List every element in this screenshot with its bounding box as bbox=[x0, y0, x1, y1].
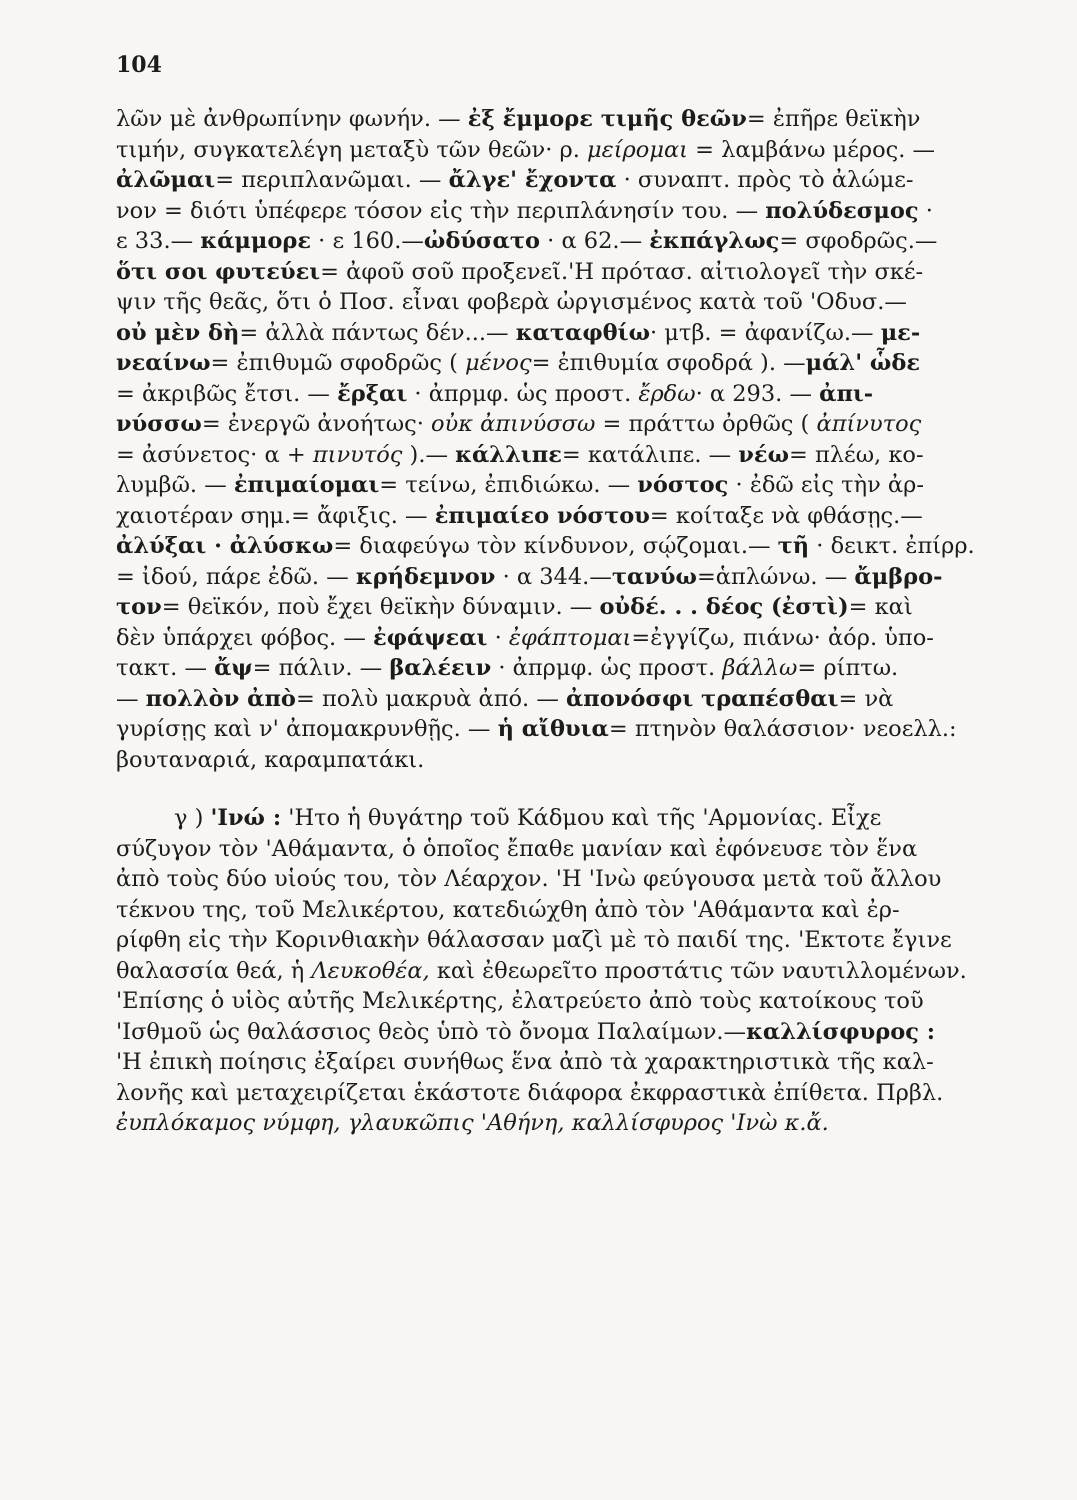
headword: κάλλιπε bbox=[455, 441, 562, 468]
italic-term: ἔρδω bbox=[638, 380, 696, 407]
text-run: · α 62.— bbox=[539, 228, 650, 254]
headword: ἐξ ἔμμορε τιμῆς θεῶν bbox=[467, 106, 747, 132]
text-run: βουταναριά, καραμπατάκι. bbox=[116, 746, 425, 773]
text-line bbox=[116, 592, 996, 623]
text-run: · ἐδῶ εἰς τὴν ἀρ- bbox=[728, 472, 924, 498]
text-run: λυμβῶ. — bbox=[116, 472, 234, 498]
text-run: = ἰδού, πάρε ἐδῶ. — bbox=[116, 563, 356, 590]
text-line bbox=[116, 409, 996, 440]
page-body bbox=[116, 104, 996, 1139]
headword: ἔρξαι bbox=[337, 380, 408, 407]
text-run: = σφοδρῶς.— bbox=[779, 228, 938, 254]
text-line bbox=[116, 470, 996, 501]
text-run: = λαμβάνω μέρος. — bbox=[687, 136, 936, 163]
text-run: τέκνου της, τοῦ Μελικέρτου, κατεδιώχθη ἀπὸ τὸν 'Αθάμαντα καὶ ἐρ- bbox=[116, 896, 900, 923]
text-run: = ἀκριβῶς ἔτσι. — bbox=[116, 380, 338, 407]
text-run: = ἐνεργῶ ἀνοήτως· bbox=[201, 411, 432, 437]
text-run: · ἀπρμφ. ὡς προστ. bbox=[491, 655, 723, 681]
text-line bbox=[116, 1108, 996, 1139]
text-run: = κοίταξε νὰ φθάσῃς.— bbox=[649, 502, 923, 529]
headword: οὐδέ. . . δέος (ἐστὶ) bbox=[599, 594, 849, 620]
italic-term: Λευκοθέα, bbox=[311, 957, 430, 984]
headword: καλλίσφυρος : bbox=[746, 1018, 936, 1045]
italic-term: ἐφάπτομαι bbox=[508, 624, 632, 651]
text-run: · α 293. — bbox=[695, 380, 820, 407]
paragraph-gap bbox=[116, 775, 996, 803]
text-line bbox=[116, 135, 996, 166]
text-run: λονῆς καὶ μεταχειρίζεται ἑκάστοτε διάφορα ἐκφραστικὰ ἐπίθετα. Πρβλ. bbox=[116, 1079, 944, 1106]
text-line bbox=[116, 1078, 996, 1109]
text-run: = πτηνὸν θαλάσσιον· νεοελλ.: bbox=[608, 716, 957, 742]
text-line bbox=[116, 531, 996, 562]
text-run: = πάλιν. — bbox=[252, 655, 390, 681]
italic-term: ἀπίνυτος bbox=[816, 411, 922, 437]
text-run: τακτ. — bbox=[116, 655, 215, 681]
text-run: = τείνω, ἐπιδιώκω. — bbox=[379, 472, 638, 498]
headword: ἄλγε' ἔχοντα bbox=[448, 167, 617, 193]
headword: ὅτι σοι φυτεύει bbox=[116, 258, 321, 285]
headword: πολύδεσμος bbox=[765, 197, 919, 224]
headword: τον bbox=[116, 594, 162, 620]
italic-term: πινυτός bbox=[312, 441, 403, 468]
headword: νέω bbox=[738, 441, 789, 468]
text-line bbox=[116, 257, 996, 288]
text-line bbox=[116, 379, 996, 410]
text-line bbox=[116, 287, 996, 318]
text-run: 'Ισθμοῦ ὡς θαλάσσιος θεὸς ὑπὸ τὸ ὄνομα Παλαίμων.— bbox=[116, 1018, 747, 1045]
headword: με- bbox=[880, 319, 921, 346]
headword: ἄμβρο- bbox=[854, 563, 943, 590]
text-run: ψιν τῆς θεᾶς, ὅτι ὁ Ποσ. εἶναι φοβερὰ ὠργισμένος κατὰ τοῦ 'Οδυσ.— bbox=[116, 289, 907, 315]
text-run: = πολὺ μακρυὰ ἀπό. — bbox=[295, 685, 566, 712]
headword: ἀπι- bbox=[819, 380, 874, 407]
text-run: ἀπὸ τοὺς δύο υἱούς του, τὸν Λέαρχον. 'Η 'Ινὼ φεύγουσα μετὰ τοῦ ἄλλου bbox=[116, 866, 942, 892]
headword: ἐπιμαίομαι bbox=[233, 472, 380, 498]
text-run: = νὰ bbox=[838, 685, 894, 712]
text-run: · συναπτ. πρὸς τὸ ἀλώμε- bbox=[616, 167, 914, 193]
text-line bbox=[116, 986, 996, 1017]
text-run: = ἐπιθυμῶ σφοδρῶς ( bbox=[210, 350, 466, 376]
text-run: καὶ ἐθεωρεῖτο προστάτις τῶν ναυτιλλομένων. bbox=[429, 957, 967, 984]
text-run: = ἐπιθυμία σφοδρά ). — bbox=[531, 350, 806, 376]
text-run: = καὶ bbox=[848, 594, 913, 620]
text-run: = διαφεύγω τὸν κίνδυνον, σῴζομαι.— bbox=[333, 533, 778, 559]
headword: κάμμορε bbox=[200, 228, 312, 254]
text-line bbox=[116, 501, 996, 532]
text-run: ρίφθη εἰς τὴν Κορινθιακὴν θάλασσαν μαζὶ μὲ τὸ παιδί της. 'Εκτοτε ἔγινε bbox=[116, 927, 952, 953]
text-line bbox=[116, 925, 996, 956]
text-run: = ἐπῆρε θεϊκὴν bbox=[746, 106, 921, 132]
headword: ἡ αἴθυια bbox=[497, 716, 609, 742]
text-line bbox=[116, 653, 996, 684]
headword: νύσσω bbox=[116, 411, 202, 437]
text-line bbox=[116, 956, 996, 987]
text-line bbox=[116, 864, 996, 895]
text-line bbox=[116, 104, 996, 135]
text-run: 'Η ἐπικὴ ποίησις ἐξαίρει συνήθως ἕνα ἀπὸ τὰ χαρακτηριστικὰ τῆς καλ- bbox=[116, 1049, 934, 1075]
text-line bbox=[116, 714, 996, 745]
text-run: χαιοτέραν σημ.= ἄφιξις. — bbox=[116, 502, 435, 529]
italic-term: ἐυπλόκαμος νύμφη, γλαυκῶπις 'Αθήνη, καλλίσφυρος 'Ινὼ bbox=[116, 1110, 778, 1136]
text-line bbox=[116, 745, 996, 776]
headword: ἐπιμαίεο νόστου bbox=[434, 502, 650, 529]
text-run: θαλασσία θεά, ἡ bbox=[116, 957, 312, 984]
text-run: = κατάλιπε. — bbox=[561, 441, 739, 468]
text-line bbox=[116, 562, 996, 593]
headword: νεαίνω bbox=[116, 350, 211, 376]
text-line bbox=[116, 348, 996, 379]
text-run: · δεικτ. ἐπίρρ. bbox=[809, 533, 975, 559]
text-line bbox=[116, 165, 996, 196]
headword: ἀπονόσφι τραπέσθαι bbox=[565, 685, 839, 712]
italic-term: μένος bbox=[465, 350, 532, 376]
text-run: = πράττω ὀρθῶς ( bbox=[595, 411, 817, 437]
text-run: γυρίσῃς καὶ ν' ἀπομακρυνθῇς. — bbox=[116, 716, 498, 742]
text-line bbox=[116, 895, 996, 926]
text-line bbox=[116, 1047, 996, 1078]
text-line bbox=[116, 318, 996, 349]
text-run: = ἀσύνετος· α + bbox=[116, 441, 313, 468]
text-run: γ ) bbox=[174, 805, 211, 831]
text-run: = πλέω, κο- bbox=[789, 441, 924, 468]
text-run: = ρίπτω. bbox=[797, 655, 899, 681]
text-run: = ἀφοῦ σοῦ προξενεῖ.'Η πρότασ. αἰτιολογεῖ τὴν σκέ- bbox=[320, 258, 924, 285]
headword: ὠδύσατο bbox=[423, 228, 540, 254]
text-run: · ε 160.— bbox=[311, 228, 424, 254]
text-line bbox=[116, 226, 996, 257]
text-run: τιμήν, συγκατελέγη μεταξὺ τῶν θεῶν· ρ. bbox=[116, 136, 588, 163]
headword: 'Ινώ : bbox=[210, 805, 282, 831]
italic-term: οὐκ ἀπινύσσω bbox=[431, 411, 596, 437]
italic-term: βάλλω bbox=[722, 655, 798, 681]
headword: μάλ' ὧδε bbox=[805, 350, 921, 376]
text-run: = περιπλανῶμαι. — bbox=[215, 167, 449, 193]
headword: καταφθίω bbox=[515, 319, 650, 346]
text-line bbox=[116, 440, 996, 471]
headword: ἄψ bbox=[214, 655, 253, 681]
text-line bbox=[116, 1017, 996, 1048]
headword: οὐ μὲν δὴ bbox=[116, 319, 240, 346]
headword: ἐφάψεαι bbox=[373, 624, 488, 651]
text-run: · bbox=[487, 624, 509, 651]
text-run: =ἁπλώνω. — bbox=[696, 563, 855, 590]
text-line bbox=[116, 834, 996, 865]
text-run: λῶν μὲ ἀνθρωπίνην φωνήν. — bbox=[116, 106, 468, 132]
headword: νόστος bbox=[637, 472, 729, 498]
headword: τανύω bbox=[611, 563, 697, 590]
text-run: · bbox=[918, 197, 933, 224]
text-run: ).— bbox=[402, 441, 456, 468]
note-section bbox=[116, 803, 996, 1139]
headword: ἀλῶμαι bbox=[116, 167, 216, 193]
headword: πολλὸν ἀπὸ bbox=[145, 685, 296, 712]
text-run: — bbox=[116, 685, 146, 712]
headword: κρήδεμνον bbox=[355, 563, 496, 590]
text-line bbox=[116, 196, 996, 227]
text-run: δὲν ὑπάρχει φόβος. — bbox=[116, 624, 374, 651]
text-run: 'Ητο ἡ θυγάτηρ τοῦ Κάδμου καὶ τῆς 'Αρμονίας. Εἶχε bbox=[281, 805, 882, 831]
page-number: 104 bbox=[116, 52, 162, 78]
text-run: 'Επίσης ὁ υἱὸς αὐτῆς Μελικέρτης, ἐλατρεύετο ἀπὸ τοὺς κατοίκους τοῦ bbox=[116, 988, 924, 1014]
text-run: =ἐγγίζω, πιάνω· ἀόρ. ὑπο- bbox=[631, 624, 934, 651]
text-line bbox=[116, 803, 996, 834]
italic-term: μείρομαι bbox=[587, 136, 688, 163]
glossary-section bbox=[116, 104, 996, 775]
text-run: · μτβ. = ἀφανίζω.— bbox=[650, 319, 881, 346]
text-run: = θεϊκόν, ποὺ ἔχει θεϊκὴν δύναμιν. — bbox=[161, 594, 600, 620]
text-run: ε 33.— bbox=[116, 228, 201, 254]
text-run: = ἀλλὰ πάντως δέν...— bbox=[239, 319, 516, 346]
text-run: · ἀπρμφ. ὡς προστ. bbox=[407, 380, 639, 407]
text-run: · α 344.— bbox=[495, 563, 612, 590]
text-line bbox=[116, 623, 996, 654]
headword: τῆ bbox=[777, 533, 810, 559]
headword: ἐκπάγλως bbox=[649, 228, 780, 254]
text-run: σύζυγον τὸν 'Αθάμαντα, ὁ ὁποῖος ἔπαθε μανίαν καὶ ἐφόνευσε τὸν ἕνα bbox=[116, 835, 918, 862]
italic-term: κ.ἄ. bbox=[777, 1110, 829, 1136]
headword: βαλέειν bbox=[389, 655, 492, 681]
text-run: νον = διότι ὑπέφερε τόσον εἰς τὴν περιπλάνησίν του. — bbox=[116, 197, 766, 224]
text-line bbox=[116, 684, 996, 715]
headword: ἀλύξαι · ἀλύσκω bbox=[116, 533, 334, 559]
